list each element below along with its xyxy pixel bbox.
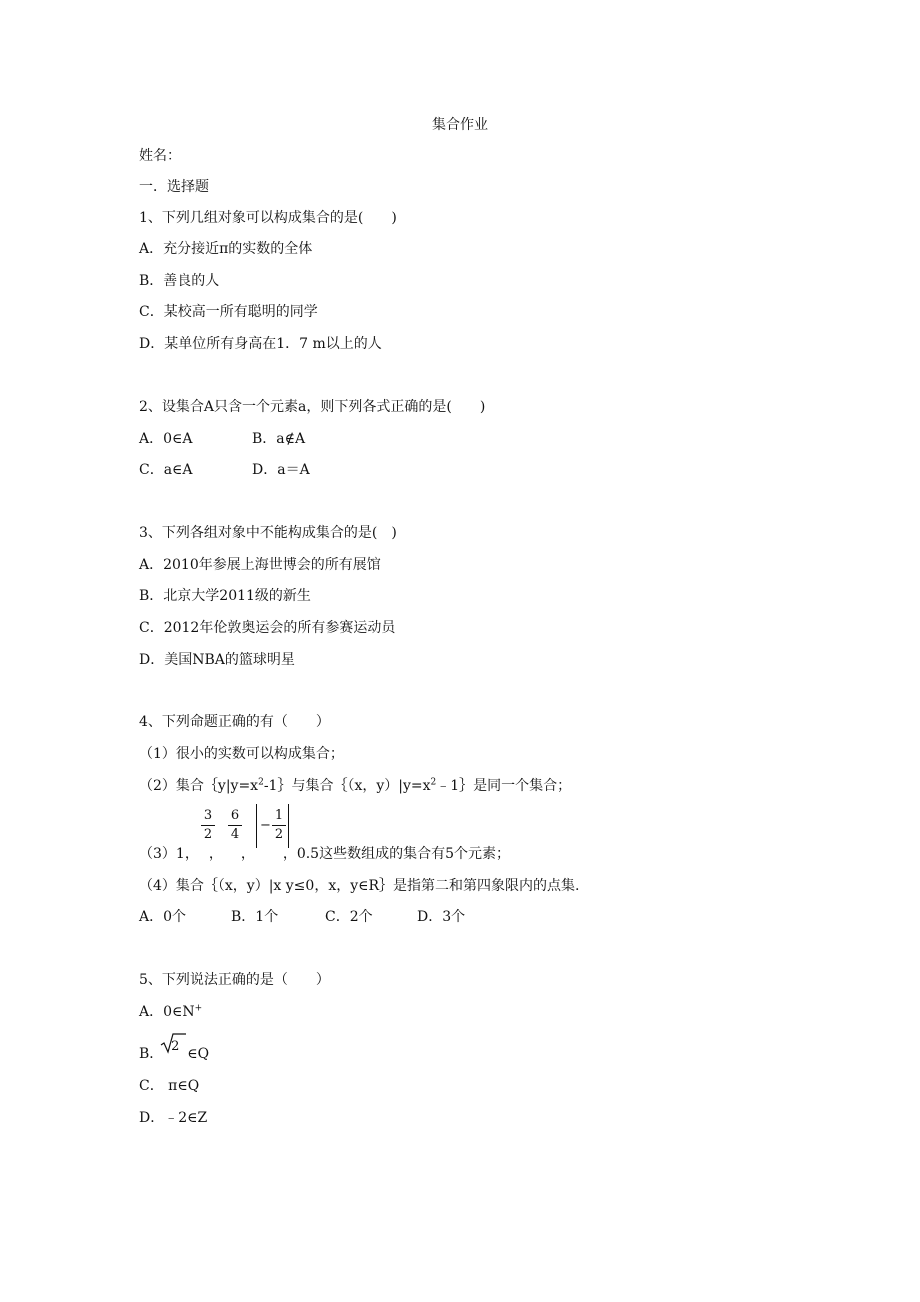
q5-b-post: ∈Q <box>187 1046 210 1062</box>
q2-options-row1 <box>139 429 305 449</box>
q4-statement-1: （1）很小的实数可以构成集合； <box>139 746 344 762</box>
q4-s2-sup-b: 2 <box>430 777 437 788</box>
frac1-denominator: 2 <box>203 827 213 842</box>
q4-s3-post: ，0.5这些数组成的集合有5个元素； <box>282 846 510 862</box>
frac1-numerator: 3 <box>203 808 213 823</box>
frac3-bar <box>272 825 286 826</box>
q2-option-c: C．a∈A <box>139 462 193 478</box>
q5-option-d: D．﹣2∈Z <box>139 1110 208 1126</box>
q5-b-pre: B． <box>139 1046 164 1062</box>
q5-stem: 5、下列说法正确的是（ ） <box>139 972 330 988</box>
frac3-numerator: 1 <box>274 808 284 823</box>
q4-s3-comma2: ， <box>240 846 255 862</box>
q4-option-c: C．2个 <box>325 909 373 925</box>
frac3-denominator: 2 <box>274 827 284 842</box>
q3-option-a: A．2010年参展上海世博会的所有展馆 <box>139 557 381 573</box>
q4-option-d: D．3个 <box>417 909 466 925</box>
q5-option-c: C． π∈Q <box>139 1078 200 1094</box>
q2-stem: 2、设集合A只含一个元素a，则下列各式正确的是( ) <box>139 399 486 415</box>
name-label: 姓名： <box>139 148 181 164</box>
q4-statement-3 <box>139 844 510 864</box>
fraction-one-half <box>272 808 286 843</box>
q5-option-a <box>139 1002 202 1022</box>
q1-option-a: A．充分接近π的实数的全体 <box>139 241 313 257</box>
fraction-six-fourths <box>228 808 242 843</box>
page-title: 集合作业 <box>432 117 488 133</box>
q4-s3-comma1: ， <box>208 846 223 862</box>
q2-option-a: A．0∈A <box>139 431 193 447</box>
q3-stem: 3、下列各组对象中不能构成集合的是( ) <box>139 525 397 541</box>
q5-a-text: A．0∈N <box>139 1004 195 1020</box>
q4-s3-pre: （3）1， <box>139 846 199 862</box>
q5-b-radicand: 2 <box>171 1039 180 1054</box>
fraction-three-halves <box>201 808 215 843</box>
frac2-bar <box>228 825 242 826</box>
q1-stem: 1、下列几组对象可以构成集合的是( ) <box>139 210 397 226</box>
frac2-denominator: 4 <box>230 827 240 842</box>
q4-s2-pre: （2）集合｛y|y=x <box>139 778 259 794</box>
q4-option-a: A．0个 <box>139 909 187 925</box>
abs-minus-sign: − <box>260 818 271 833</box>
q1-option-c: C．某校高一所有聪明的同学 <box>139 304 318 320</box>
section-heading: 一．选择题 <box>139 179 209 195</box>
q2-options-row2 <box>139 460 310 480</box>
q2-option-b: B．a∉A <box>252 431 306 447</box>
q4-statement-2 <box>139 776 571 796</box>
q4-s2-post: ﹣1｝是同一个集合； <box>436 778 572 794</box>
q1-option-d: D．某单位所有身高在1．7 m以上的人 <box>139 336 382 352</box>
q2-option-d: D．a＝A <box>252 462 310 478</box>
q4-options <box>139 907 465 927</box>
q5-a-sup: + <box>194 1003 203 1014</box>
q4-s2-sup-a: 2 <box>258 777 264 788</box>
q3-option-c: C．2012年伦敦奥运会的所有参赛运动员 <box>139 620 396 636</box>
q3-option-b: B．北京大学2011级的新生 <box>139 588 311 604</box>
abs-left-bar <box>256 804 257 848</box>
q4-s2-mid: -1｝与集合｛（x，y）|y=x <box>263 778 431 794</box>
q1-option-b: B．善良的人 <box>139 273 220 289</box>
q4-option-b: B．1个 <box>231 909 279 925</box>
q3-option-d: D．美国NBA的篮球明星 <box>139 652 295 668</box>
frac1-bar <box>201 825 215 826</box>
q4-stem: 4、下列命题正确的有（ ） <box>139 714 330 730</box>
q4-statement-4: （4）集合｛（x，y）|x y≤0，x，y∈R｝是指第二和第四象限内的点集. <box>139 878 580 894</box>
frac2-numerator: 6 <box>230 808 240 823</box>
q5-option-b <box>139 1039 210 1065</box>
abs-right-bar <box>288 804 289 848</box>
